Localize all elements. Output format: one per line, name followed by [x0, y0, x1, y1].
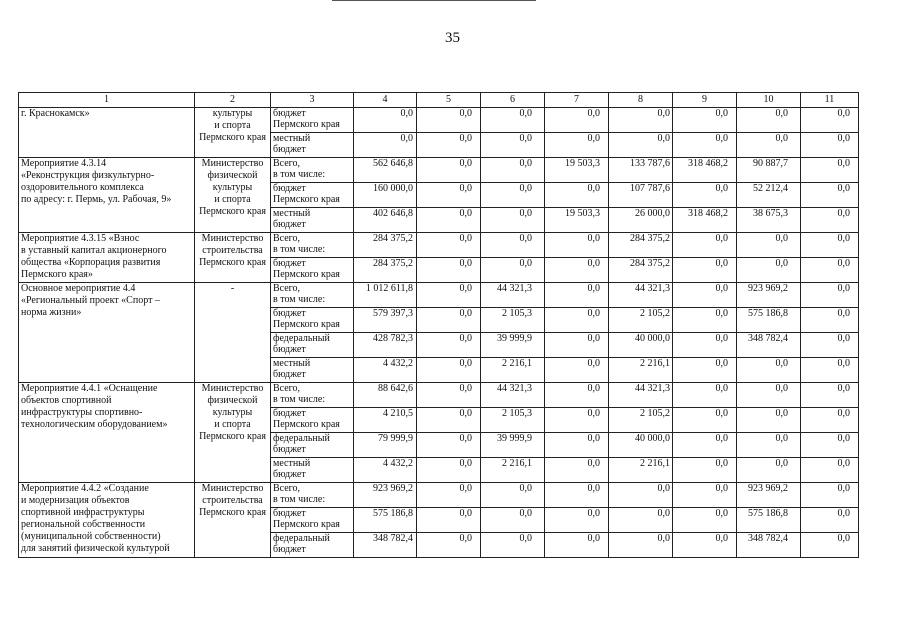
- amount-cell: 0,0: [801, 408, 859, 433]
- amount-cell: 0,0: [673, 333, 737, 358]
- amount-cell: 0,0: [801, 458, 859, 483]
- amount-cell: 0,0: [673, 533, 737, 558]
- amount-cell: 0,0: [673, 283, 737, 308]
- amount-cell: 2 216,1: [481, 458, 545, 483]
- amount-cell: 40 000,0: [609, 333, 673, 358]
- funding-source-cell: Всего, в том числе:: [271, 483, 354, 508]
- header-cell: 6: [481, 93, 545, 108]
- amount-cell: 0,0: [801, 533, 859, 558]
- amount-cell: 4 210,5: [354, 408, 417, 433]
- amount-cell: 0,0: [801, 508, 859, 533]
- amount-cell: 0,0: [673, 508, 737, 533]
- amount-cell: 0,0: [673, 383, 737, 408]
- amount-cell: 0,0: [673, 408, 737, 433]
- amount-cell: 284 375,2: [354, 233, 417, 258]
- funding-source-cell: местный бюджет: [271, 358, 354, 383]
- amount-cell: 0,0: [801, 208, 859, 233]
- amount-cell: 0,0: [417, 458, 481, 483]
- amount-cell: 0,0: [801, 108, 859, 133]
- amount-cell: 0,0: [481, 208, 545, 233]
- amount-cell: 0,0: [417, 183, 481, 208]
- funding-source-cell: местный бюджет: [271, 208, 354, 233]
- amount-cell: 0,0: [545, 283, 609, 308]
- amount-cell: 0,0: [801, 283, 859, 308]
- amount-cell: 0,0: [545, 533, 609, 558]
- amount-cell: 0,0: [801, 158, 859, 183]
- executor-cell: Министерство физической культуры и спорта Пермского края: [195, 383, 271, 483]
- amount-cell: 0,0: [801, 183, 859, 208]
- amount-cell: 0,0: [417, 283, 481, 308]
- measure-name-cell: Мероприятие 4.3.14 «Реконструкция физкультурно- оздоровительного комплекса по адресу: г. Пермь, ул. Рабочая, 9»: [19, 158, 195, 233]
- funding-source-cell: местный бюджет: [271, 458, 354, 483]
- amount-cell: 79 999,9: [354, 433, 417, 458]
- amount-cell: 575 186,8: [737, 308, 801, 333]
- amount-cell: 0,0: [737, 458, 801, 483]
- amount-cell: 2 216,1: [481, 358, 545, 383]
- amount-cell: 44 321,3: [609, 283, 673, 308]
- measure-name-cell: Мероприятие 4.3.15 «Взнос в уставный капитал акционерного общества «Корпорация развития Пермского края»: [19, 233, 195, 283]
- amount-cell: 0,0: [417, 408, 481, 433]
- amount-cell: 39 999,9: [481, 333, 545, 358]
- amount-cell: 348 782,4: [737, 533, 801, 558]
- header-row: [19, 93, 859, 108]
- header-cell: 1: [19, 93, 195, 108]
- amount-cell: 428 782,3: [354, 333, 417, 358]
- amount-cell: 579 397,3: [354, 308, 417, 333]
- amount-cell: 0,0: [737, 433, 801, 458]
- amount-cell: 0,0: [417, 158, 481, 183]
- amount-cell: 0,0: [737, 233, 801, 258]
- funding-source-cell: федеральный бюджет: [271, 433, 354, 458]
- amount-cell: 0,0: [673, 458, 737, 483]
- amount-cell: 575 186,8: [354, 508, 417, 533]
- amount-cell: 284 375,2: [354, 258, 417, 283]
- amount-cell: 0,0: [673, 433, 737, 458]
- funding-source-cell: бюджет Пермского края: [271, 183, 354, 208]
- amount-cell: 0,0: [417, 258, 481, 283]
- executor-cell: культуры и спорта Пермского края: [195, 108, 271, 158]
- amount-cell: 318 468,2: [673, 208, 737, 233]
- amount-cell: 0,0: [673, 233, 737, 258]
- table-row: [19, 158, 859, 183]
- amount-cell: 0,0: [417, 483, 481, 508]
- amount-cell: 0,0: [417, 383, 481, 408]
- amount-cell: 0,0: [481, 483, 545, 508]
- amount-cell: 0,0: [481, 533, 545, 558]
- amount-cell: 0,0: [545, 258, 609, 283]
- funding-source-cell: бюджет Пермского края: [271, 308, 354, 333]
- amount-cell: 2 105,2: [609, 308, 673, 333]
- amount-cell: 39 999,9: [481, 433, 545, 458]
- amount-cell: 0,0: [673, 183, 737, 208]
- amount-cell: 0,0: [545, 458, 609, 483]
- amount-cell: 0,0: [801, 358, 859, 383]
- amount-cell: 0,0: [673, 483, 737, 508]
- funding-source-cell: Всего, в том числе:: [271, 158, 354, 183]
- amount-cell: 348 782,4: [354, 533, 417, 558]
- page-number: 35: [445, 30, 460, 46]
- amount-cell: 0,0: [609, 108, 673, 133]
- executor-cell: Министерство строительства Пермского края: [195, 233, 271, 283]
- amount-cell: 0,0: [673, 108, 737, 133]
- budget-table: [18, 92, 859, 558]
- amount-cell: 0,0: [545, 508, 609, 533]
- amount-cell: 0,0: [417, 208, 481, 233]
- header-cell: 9: [673, 93, 737, 108]
- amount-cell: 52 212,4: [737, 183, 801, 208]
- table-row: [19, 283, 859, 308]
- header-cell: 2: [195, 93, 271, 108]
- header-cell: 8: [609, 93, 673, 108]
- amount-cell: 19 503,3: [545, 158, 609, 183]
- amount-cell: 0,0: [673, 308, 737, 333]
- table-body: [19, 93, 859, 558]
- amount-cell: 0,0: [354, 133, 417, 158]
- amount-cell: 0,0: [737, 358, 801, 383]
- amount-cell: 90 887,7: [737, 158, 801, 183]
- amount-cell: 0,0: [673, 258, 737, 283]
- amount-cell: 0,0: [609, 533, 673, 558]
- amount-cell: 923 969,2: [354, 483, 417, 508]
- amount-cell: 2 216,1: [609, 458, 673, 483]
- amount-cell: 0,0: [545, 483, 609, 508]
- executor-cell: Министерство физической культуры и спорта Пермского края: [195, 158, 271, 233]
- amount-cell: 923 969,2: [737, 283, 801, 308]
- amount-cell: 0,0: [481, 133, 545, 158]
- amount-cell: 284 375,2: [609, 258, 673, 283]
- header-cell: 10: [737, 93, 801, 108]
- amount-cell: 0,0: [481, 258, 545, 283]
- amount-cell: 0,0: [609, 483, 673, 508]
- amount-cell: 0,0: [737, 108, 801, 133]
- amount-cell: 0,0: [545, 408, 609, 433]
- amount-cell: 0,0: [545, 358, 609, 383]
- funding-source-cell: местный бюджет: [271, 133, 354, 158]
- amount-cell: 107 787,6: [609, 183, 673, 208]
- amount-cell: 0,0: [737, 133, 801, 158]
- funding-source-cell: Всего, в том числе:: [271, 283, 354, 308]
- executor-cell: Министерство строительства Пермского края: [195, 483, 271, 558]
- amount-cell: 0,0: [417, 308, 481, 333]
- amount-cell: 26 000,0: [609, 208, 673, 233]
- amount-cell: 0,0: [545, 383, 609, 408]
- header-cell: 7: [545, 93, 609, 108]
- amount-cell: 402 646,8: [354, 208, 417, 233]
- amount-cell: 0,0: [481, 158, 545, 183]
- amount-cell: 0,0: [545, 133, 609, 158]
- funding-source-cell: бюджет Пермского края: [271, 508, 354, 533]
- amount-cell: 0,0: [545, 308, 609, 333]
- amount-cell: 0,0: [801, 133, 859, 158]
- amount-cell: 44 321,3: [481, 283, 545, 308]
- amount-cell: 0,0: [417, 233, 481, 258]
- amount-cell: 44 321,3: [481, 383, 545, 408]
- amount-cell: 0,0: [417, 533, 481, 558]
- amount-cell: 0,0: [801, 233, 859, 258]
- funding-source-cell: бюджет Пермского края: [271, 108, 354, 133]
- amount-cell: 1 012 611,8: [354, 283, 417, 308]
- amount-cell: 4 432,2: [354, 358, 417, 383]
- amount-cell: 0,0: [801, 258, 859, 283]
- amount-cell: 923 969,2: [737, 483, 801, 508]
- amount-cell: 38 675,3: [737, 208, 801, 233]
- amount-cell: 0,0: [354, 108, 417, 133]
- amount-cell: 575 186,8: [737, 508, 801, 533]
- amount-cell: 284 375,2: [609, 233, 673, 258]
- amount-cell: 0,0: [481, 508, 545, 533]
- funding-source-cell: бюджет Пермского края: [271, 408, 354, 433]
- amount-cell: 0,0: [417, 358, 481, 383]
- amount-cell: 19 503,3: [545, 208, 609, 233]
- header-cell: 4: [354, 93, 417, 108]
- amount-cell: 0,0: [545, 183, 609, 208]
- top-edge-line: [332, 0, 536, 1]
- measure-name-cell: Основное мероприятие 4.4 «Региональный проект «Спорт – норма жизни»: [19, 283, 195, 383]
- amount-cell: 2 105,3: [481, 408, 545, 433]
- amount-cell: 4 432,2: [354, 458, 417, 483]
- table-row: [19, 233, 859, 258]
- funding-source-cell: Всего, в том числе:: [271, 233, 354, 258]
- amount-cell: 0,0: [545, 333, 609, 358]
- header-cell: 5: [417, 93, 481, 108]
- measure-name-cell: Мероприятие 4.4.2 «Создание и модернизация объектов спортивной инфраструктуры региональной собственности (муниципальной собственности) для занятий физической культурой: [19, 483, 195, 558]
- amount-cell: 160 000,0: [354, 183, 417, 208]
- amount-cell: 0,0: [481, 233, 545, 258]
- amount-cell: 2 105,2: [609, 408, 673, 433]
- table-row: [19, 383, 859, 408]
- amount-cell: 40 000,0: [609, 433, 673, 458]
- measure-name-cell: Мероприятие 4.4.1 «Оснащение объектов спортивной инфраструктуры спортивно- технологическим оборудованием»: [19, 383, 195, 483]
- amount-cell: 0,0: [801, 383, 859, 408]
- funding-source-cell: федеральный бюджет: [271, 333, 354, 358]
- amount-cell: 2 216,1: [609, 358, 673, 383]
- amount-cell: 2 105,3: [481, 308, 545, 333]
- funding-source-cell: бюджет Пермского края: [271, 258, 354, 283]
- amount-cell: 0,0: [545, 433, 609, 458]
- amount-cell: 318 468,2: [673, 158, 737, 183]
- executor-cell: -: [195, 283, 271, 383]
- amount-cell: 0,0: [609, 133, 673, 158]
- table-row: [19, 483, 859, 508]
- amount-cell: 0,0: [481, 183, 545, 208]
- measure-name-cell: г. Краснокамск»: [19, 108, 195, 158]
- amount-cell: 0,0: [545, 108, 609, 133]
- amount-cell: 0,0: [417, 108, 481, 133]
- header-cell: 3: [271, 93, 354, 108]
- amount-cell: 0,0: [737, 383, 801, 408]
- table-row: [19, 108, 859, 133]
- amount-cell: 0,0: [417, 133, 481, 158]
- amount-cell: 133 787,6: [609, 158, 673, 183]
- amount-cell: 0,0: [417, 333, 481, 358]
- amount-cell: 44 321,3: [609, 383, 673, 408]
- amount-cell: 0,0: [609, 508, 673, 533]
- amount-cell: 0,0: [801, 333, 859, 358]
- amount-cell: 562 646,8: [354, 158, 417, 183]
- amount-cell: 0,0: [673, 358, 737, 383]
- header-cell: 11: [801, 93, 859, 108]
- amount-cell: 0,0: [737, 258, 801, 283]
- amount-cell: 0,0: [673, 133, 737, 158]
- amount-cell: 348 782,4: [737, 333, 801, 358]
- amount-cell: 0,0: [801, 433, 859, 458]
- amount-cell: 0,0: [545, 233, 609, 258]
- amount-cell: 0,0: [801, 308, 859, 333]
- funding-source-cell: федеральный бюджет: [271, 533, 354, 558]
- amount-cell: 0,0: [481, 108, 545, 133]
- amount-cell: 0,0: [737, 408, 801, 433]
- amount-cell: 0,0: [417, 433, 481, 458]
- amount-cell: 0,0: [801, 483, 859, 508]
- funding-source-cell: Всего, в том числе:: [271, 383, 354, 408]
- amount-cell: 0,0: [417, 508, 481, 533]
- amount-cell: 88 642,6: [354, 383, 417, 408]
